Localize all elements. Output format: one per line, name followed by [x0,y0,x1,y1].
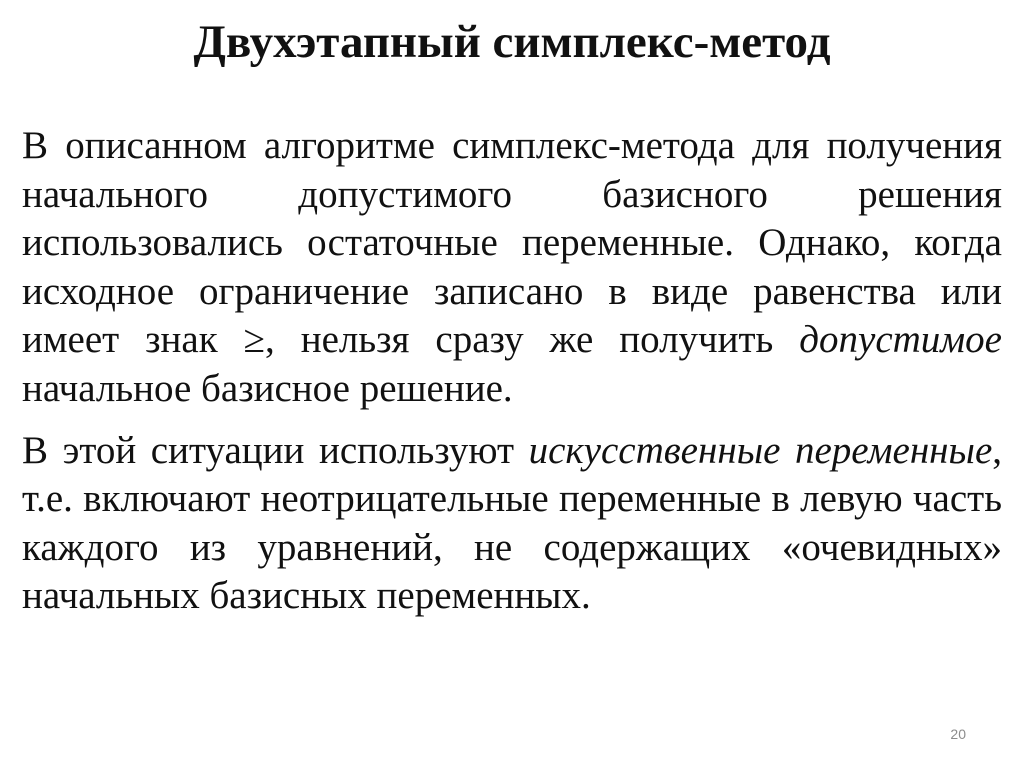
paragraph-text: В описанном алгоритме симплекс-метода для получения начального допустимого базисного решения использовались остаточные переменные. Однако, когда исходное ограничение записано в виде равенства или имеет знак ≥, нельзя сразу же получить [22,124,1002,362]
paragraph-text: начальное базисное решение. [22,366,513,410]
emphasis-feasible: допустимое [799,318,1002,362]
paragraph-text: , т.е. включают неотрицательные переменные в левую часть каждого из уравнений, не содержащих «очевидных» начальных базисных переменных. [22,428,1003,618]
slide-body [22,122,1002,621]
paragraph-text: В этой ситуации используют [22,428,529,472]
slide-title: Двухэтапный симплекс-метод [193,16,831,68]
emphasis-artificial-variables: искусственные переменные [528,428,993,472]
paragraph-artificial-basis-intro [22,122,1002,414]
page-number: 20 [950,726,966,742]
paragraph-artificial-variables [22,427,1002,621]
